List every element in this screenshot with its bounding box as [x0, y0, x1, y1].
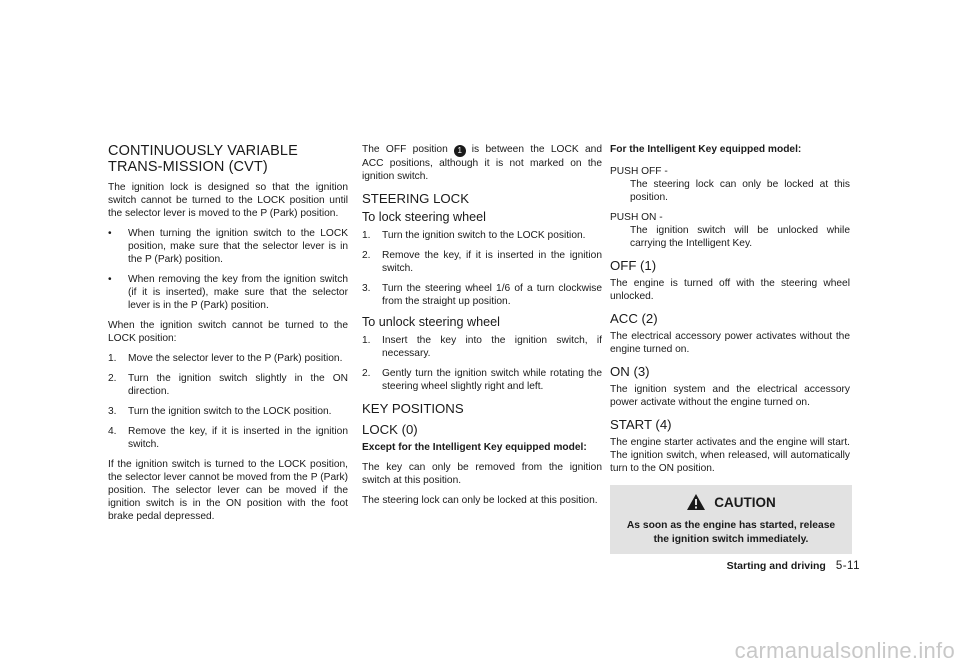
- caution-box: [610, 485, 852, 554]
- bullet-icon: •: [108, 228, 112, 239]
- list-item: 1. Move the selector lever to the P (Park) position.: [108, 353, 343, 364]
- start-heading: START (4): [610, 417, 672, 432]
- section-name: Starting and driving: [726, 560, 826, 572]
- list-item: 3. Turn the steering wheel 1/6 of a turn clockwise from the straight up position.: [362, 283, 602, 307]
- off-text: The engine is turned off with the steering wheel unlocked.: [610, 278, 850, 302]
- column-1: [108, 143, 348, 530]
- list-item: 1. Insert the key into the ignition switch, if necessary.: [362, 335, 602, 359]
- caution-header: [618, 493, 844, 511]
- warning-icon: [686, 493, 706, 511]
- cvt-closing: If the ignition switch is turned to the LOCK position, the selector lever cannot be moved from the P (Park) position. The selector lever can be moved if the ignition switch is in the ON position with the foot brake pedal depressed.: [108, 459, 348, 522]
- to-lock-heading: To lock steering wheel: [362, 210, 486, 224]
- unlock-steps: [362, 334, 602, 393]
- list-item: 1. Turn the ignition switch to the LOCK position.: [362, 230, 586, 241]
- list-item: • When removing the key from the ignition switch (if it is inserted), make sure that the selector lever is in the P (Park) position.: [108, 274, 348, 311]
- column-2: [362, 143, 602, 514]
- steering-lock-heading: STEERING LOCK: [362, 191, 469, 206]
- cannot-turn-text: When the ignition switch cannot be turned to the LOCK position:: [108, 320, 348, 344]
- except-model-text: Except for the Intelligent Key equipped model:: [362, 442, 587, 453]
- push-off-text: The steering lock can only be locked at this position.: [630, 179, 850, 203]
- list-item: • When turning the ignition switch to the LOCK position, make sure that the selector lever is in the P (Park) position.: [108, 228, 348, 265]
- watermark: carmanualsonline.info: [734, 638, 955, 663]
- list-item: 2. Gently turn the ignition switch while rotating the steering wheel slightly right and left.: [362, 368, 602, 392]
- list-item: 4. Remove the key, if it is inserted in the ignition switch.: [108, 426, 348, 450]
- key-positions-heading: KEY POSITIONS: [362, 401, 464, 416]
- lock0-heading: LOCK (0): [362, 422, 418, 437]
- lock-steps: [362, 229, 602, 308]
- list-item: 2. Turn the ignition switch slightly in the ON direction.: [108, 373, 348, 397]
- on-heading: ON (3): [610, 364, 650, 379]
- position-marker-icon: 1: [454, 145, 466, 157]
- to-unlock-heading: To unlock steering wheel: [362, 315, 500, 329]
- on-text: The ignition system and the electrical accessory power activate without the engine turned on.: [610, 384, 850, 408]
- list-item: 3. Turn the ignition switch to the LOCK position.: [108, 406, 332, 417]
- push-off-label: PUSH OFF -: [610, 166, 668, 177]
- cvt-intro: The ignition lock is designed so that the ignition switch cannot be turned to the LOCK position until the selector lever is moved to the P (Park) position.: [108, 182, 348, 219]
- page-number: 5-11: [835, 560, 860, 572]
- push-on-label: PUSH ON -: [610, 212, 663, 223]
- off-heading: OFF (1): [610, 258, 657, 273]
- column-3: [610, 143, 850, 554]
- bullet-icon: •: [108, 274, 112, 285]
- acc-text: The electrical accessory power activates without the engine turned on.: [610, 331, 850, 355]
- steering-locked-text: The steering lock can only be locked at this position.: [362, 495, 598, 506]
- acc-heading: ACC (2): [610, 311, 658, 326]
- ikey-model-text: For the Intelligent Key equipped model:: [610, 144, 802, 155]
- page-footer: [700, 560, 860, 572]
- cvt-steps: [108, 352, 348, 451]
- off-position-text: The OFF position 1 is between the LOCK and ACC positions, although it is not marked on the ignition switch.: [362, 144, 602, 182]
- caution-text: As soon as the engine has started, release the ignition switch immediately.: [626, 520, 836, 545]
- cvt-heading: CONTINUOUSLY VARIABLE TRANS-MISSION (CVT): [108, 143, 298, 175]
- key-removed-text: The key can only be removed from the ignition switch at this position.: [362, 462, 602, 486]
- start-text: The engine starter activates and the engine will start. The ignition switch, when released, will automatically turn to the ON position.: [610, 437, 850, 474]
- push-on-text: The ignition switch will be unlocked while carrying the Intelligent Key.: [630, 225, 850, 249]
- caution-title: CAUTION: [714, 495, 776, 510]
- list-item: 2. Remove the key, if it is inserted in the ignition switch.: [362, 250, 602, 274]
